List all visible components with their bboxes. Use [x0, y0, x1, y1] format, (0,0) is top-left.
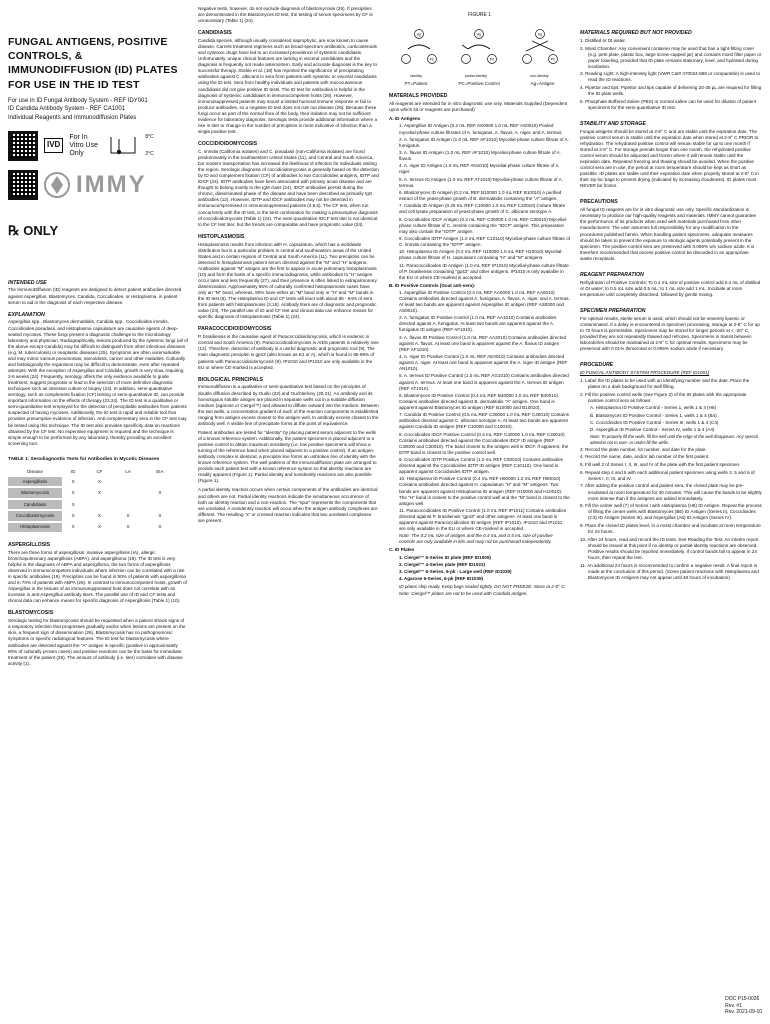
- table-caption: TABLE 1: Serodiagnostic Tests for Antibodies in Mycotic Diseases: [8, 456, 160, 462]
- well-label: Ag: [417, 32, 422, 37]
- control-item: 2. A. fumigatus ID Positive Control (1.0 mL REF AA1010) Contains antibodies directed against A. fumigatus. At least two bands are apparent against the A. fumigatus ID antigen (REF AF1010).: [399, 315, 557, 333]
- partial-identity-diagram: [457, 27, 501, 71]
- table-cell: [114, 477, 141, 487]
- table-row: [8, 487, 178, 498]
- required-item: 2. Moist Chamber: Any convenient container may be used that has a tight-fitting cover (e.g. petri plate, plastic box, large screw-capped jar) and contains moist filter paper or paper toweling, provided that ID plate remains stationary, level, and hydrated during incubation.: [580, 45, 762, 69]
- ref-line-2: ID Candida Antibody System - REF CA1001: [8, 106, 126, 113]
- procedure-step: 1. Label the ID plates to be used with an identifying number and the date. Place the plates on a dark background for well filling.: [580, 378, 750, 390]
- required-materials-heading: MATERIALS REQUIRED BUT NOT PROVIDED: [580, 30, 692, 36]
- column-2: [198, 0, 379, 1024]
- antigen-item: 2. A. fumigatus ID Antigen (1.0 mL REF AF1010) Mycelial-phase culture filtrate of A. fumigatus.: [399, 136, 569, 148]
- table-cell: X: [114, 510, 141, 521]
- explanation-text: Aspergillus spp., Blastomyces dermatitidis, Candida spp., Coccidioides immitis, Coccidioides posadasii, and Histoplasma capsulatum are causative agents of deep-seated mycoses. These fungi present a diagnostic challenge to the microbiology laboratory and physician. Radiographically, lesions produced by the systemic fungi (all of the above except Candida) may be difficult to distinguish from other infectious diseases (e.g. M. tuberculosis) or neoplastic diseases (25). Symptoms are often unremarkable and may mimic various pneumonias, sarcoidosis, cancer and other maladies. Culturally and histologically the organisms may be difficult to demonstrate, even after repeated attempts. With the exception of Aspergillus and Candida, growth is very slow, requiring 2-6 weeks (24). Frequently, serology offers the only evidence available to guide treatment, suggest prognosis or lead to the selection of more definitive diagnostic techniques such as intensive culture or biopsy (23). In addition, semi-quantitative serology, such as complement fixation (CF) testing or semi-quantitative ID, can provide important information on the effects of therapy (23,24). The ID test is a qualitative or semi-quantitative test employed for the detection of precipitable antibodies from patients suspected of having mycoses. Additionally, the ID test is rapid and reliable tool that provides presumptive evidence of infection. Anti-complementary sera in the CF test may be tested using this technique. The ID test also provides specificity data on reactions obtained by the CF test. No expensive equipment is required and the technique is simple enough to be performed by any laboratory, thereby providing an excellent screening tool.: [8, 319, 188, 446]
- qr-code-icon: [8, 170, 38, 200]
- plate-item: 2. Ciergel™ 4-Series plate (REF ID1022): [399, 561, 486, 567]
- temperature-limit-icon: [107, 133, 139, 159]
- well-label: PC: [429, 57, 435, 62]
- table-header: ID: [71, 469, 76, 475]
- table-header: Disease: [27, 469, 43, 475]
- well-label: Ag: [537, 32, 542, 37]
- intended-use-text: The ImmunoDiffusion (ID) reagents are designed to detect patient antibodies directed against Aspergillus, Blastomyces, Candida, Coccidioides, or Histoplasma, in patient serum to aid in the diagnosis of each respective disease.: [8, 287, 182, 305]
- procedure-step: 5. Fill well 2 of Series I, II, III, and IV of the plate with the first patient specimen.: [580, 462, 741, 468]
- rx-text: ONLY: [23, 223, 59, 239]
- control-item: 11. Paracoccidioides ID Positive Control (1.0 mL REF IP1011) Contains antibodies directed against P. brasiliensis "gp43" and other antigens. At least one band is apparent against Paracoccidioides ID antigen (REF IP1010). IP1010 and IP1011 are only available in the EU or where CE-marked is accepted.: [399, 507, 567, 532]
- table-cell: X: [62, 499, 84, 510]
- antigen-item: 9. Coccidioides IDTP Antigen (1.0 mL REF C10110) Mycelial-phase culture filtrate of C. immitis containing the "IDTP" antigen.: [399, 236, 570, 248]
- page-title: FUNGAL ANTIGENS, POSITIVE CONTROLS, & IMMUNODIFFUSION (ID) PLATES FOR USE IN THE ID TEST: [8, 36, 178, 91]
- table-cell: [114, 487, 141, 498]
- brand-name: IMMY: [76, 170, 147, 198]
- table-cell: X: [62, 487, 84, 498]
- plates-note: ID plates ship ready. Keep bags sealed tightly. DO NOT FREEZE. Store at 2-8° C.: [399, 583, 566, 589]
- panel-caption: non-identity: [529, 73, 549, 78]
- specimen-prep-heading: SPECIMEN PREPARATION: [580, 307, 646, 314]
- control-item: 7. Candida ID Positive Control (0.5 mL REF C30000 1.0 mL REF C40010) Contains antibodies directed against C. albicans serotype A. At least two bands are apparent against Candida ID antigen (REF C10000 and C10010).: [399, 412, 569, 430]
- well-label: Ag: [477, 32, 482, 37]
- precautions-heading: PRECAUTIONS: [580, 199, 618, 206]
- required-item: 4. Pipettor and tips: Pipettor and tips capable of delivering 20-35 µL are required for filling the ID plate wells.: [580, 85, 762, 97]
- temp-high: 8°C: [145, 133, 154, 140]
- legend-item: PT=Patient: [404, 81, 428, 87]
- table-row: [8, 522, 178, 533]
- storage-text: Fungal antigens should be stored at 2-8° C and are stable until the expiration date. The positive control serum is stable until the expiration date when stored at 2-8° C PRIOR to rehydration. The rehydrated positive control will remain stable for up to one month if stored at 2-8° C. For storage periods longer than one month, the rehydrated positive control serum should be aliquoted and frozen where it will remain stable until the expiration date. Repeated freezing and thawing should be avoided. When the positive control sera are in use, the period at room temperature should be kept as short as possible. ID plates are stable until their expiration date when properly stored at 2-8° C in their zip-loc bags to prevent drying (indicated by increasing cloudiness). ID plates must NEVER be frozen.: [580, 128, 759, 189]
- antigen-item: 6. Blastomyces ID Antigen (0.2 mL REF B10000 1.0 mL REF B10010) A purified extract of the yeast-phase growth of B. dermatitidis containing the "A" antigen.: [399, 190, 562, 202]
- non-identity-diagram: [518, 27, 562, 71]
- control-item: 8. Coccidioides IDCF Positive Control (0.4 mL REF C40000 1.0 mL REF C40010) Contains antibodies directed against the Coccidioides IDCF ID antigen (REF C30000 and C30010). The band closest to the antigen well is IDCF. If apparent, the IDTP band is closest to the positive control well.: [399, 431, 569, 455]
- procedure-step: 6. Repeat step 4 and 5 with each additional patient specimen using wells 3, 5 and 6 of Series I, II, III, and IV.: [580, 469, 755, 481]
- figure-panel-captions: [389, 74, 570, 79]
- panel-caption: partial identity: [464, 73, 487, 78]
- control-item: 9. Coccidioides IDTP Positive Control (1.0 mL REF C50010) Contains antibodies directed against the Coccidioides IDTP ID antigen (REF C10110). One band is apparent against Coccidioides IDTP antigen.: [399, 457, 563, 475]
- control-item: 10. Histoplasma ID Positive Control (0.4 mL REF H60000 1.0 mL REF H60010) Contains antibodies directed against H. capsulatum "H" and "M" antigens. Two bands are apparent against Histoplasma ID antigen (REF H10000 and H10010). The "H" band is closest to the positive control well and the "M" band is closest to the antigen well.: [399, 476, 570, 506]
- document-revision: [725, 996, 762, 1016]
- brand-logo: [8, 169, 188, 201]
- well-label: PC: [490, 57, 495, 62]
- para-heading: PARACOCCIDIOIDOMYCOSIS: [198, 326, 272, 333]
- controls-heading: B. ID Positive Controls (Goat anti-sera):: [389, 282, 476, 288]
- table-header: CF: [96, 469, 103, 475]
- figure-1: [389, 27, 570, 71]
- histo-text: Histoplasmosis results from infection with H. capsulatum, which has a worldwide distribution but is a particular problem in central and southeastern areas of the United States and in certain regions of Central and South America (11). Two precipitins can be detected in histoplasmosis patient serum directed against the "M" and "H" antigens. Antibodies against "M" antigen are the first to appear in acute pulmonary histoplasmosis (10) and form the basis of a specific immunodiagnosis, while antibodies to "H" antigen occur later and less frequently (27), and their presence is often linked to extrapulmonary dissemination. Approximately 65% of culturally confirmed histoplasmosis cases have only an "M" band, whereas, 90% have either an "M" band only or "H" and "M" bands in the ID test (6). The Histoplasma ID and CF tests will react with about 85 - 94% of sera from patients with histoplasmosis (3,16). Antibody titers are of diagnostic and prognostic value (24). The parallel use of ID and CF test and clinical data can enhance means for specific diagnosis of histoplasmosis (Table 1) (24).: [198, 241, 377, 320]
- antigen-item: 1. Aspergillus ID Antigen (0.2 mL REF AS0000 1.0 mL REF AS0010) Pooled mycelial-phase culture filtrates of A. fumigatus, A. flavus, A. niger, and A. terreus.: [399, 123, 563, 135]
- table-cell: X: [114, 522, 141, 533]
- bio-heading: BIOLOGICAL PRINCIPALS: [198, 376, 263, 383]
- bio-text-1: Immunodiffusion is a qualitative or semi-quantitative test based on the principles of double diffusion described by Oudin (22) and Ouchterlony (20,21). An antibody and its homologous soluble antigen are placed in separate wells cut in a suitable diffusion medium (agarose or Ciergel™) and allowed to diffuse outward into the medium. Between the two wells, a concentration gradient of each of the reaction components is established ranging from antigen excess closest to the antigen well, to antibody excess closest to the antibody well. A visible line of precipitate forms at the point of equivalence.: [198, 384, 379, 426]
- table-row: [8, 477, 178, 487]
- aspergillosis-heading: ASPERGILLOSIS: [8, 541, 51, 548]
- legend-item: Ag=Antigen: [530, 81, 555, 87]
- plate-item: 1. Ciergel™ 6-Series ID plate (REF ID1009): [399, 554, 491, 560]
- specimen-prep-text: For optimal results, sterile serum is used, which should not be severely lipemic or contaminated. If a delay is encountered in specimen processing, storage at 2-8° C for up to 72 hours is permissible. Specimens may be stored for longer periods at < -20° C, provided they are not repeatedly thawed and refrozen. Specimens in transit between laboratories should be maintained at 2-8° C for optimal results. Specimens may be preserved with 0.01% thimerosal or 0.095% sodium azide if necessary.: [580, 315, 760, 352]
- aspergillosis-text: There are three forms of aspergillosis: invasive aspergillosis (IA), allergic bronchopulmonary aspergillosis (ABPA), and aspergilloma (19). The ID test is very helpful in the diagnosis of ABPA and aspergilloma, the two forms of aspergillosis observed in immunocompetent individuals where infection can be correlated with a rise in specific antibodies (19). Precipitins can be found in 90% of patients with aspergilloma and in 70% of patients with ABPA (26). In contrast to immunocompetent hosts, growth of Aspergillus in the tissues of an immunosuppressed host does not correlate with an increase in anti-Aspergillus antibody titers. The parallel use of ID and CF tests and clinical data can enhance means for specific diagnosis of Aspergillosis (Table 1) (10).: [8, 549, 187, 604]
- ivd-text: For In Vitro Use Only: [69, 134, 99, 157]
- table-cell: Candidiasis: [8, 499, 62, 510]
- temp-low: 2°C: [145, 151, 154, 158]
- table-cell: Histoplasmosis: [8, 522, 62, 533]
- explanation-heading: EXPLANATION: [8, 311, 45, 318]
- intended-use-heading: INTENDED USE: [8, 279, 47, 286]
- table-cell: X: [62, 510, 84, 521]
- table-cell: [114, 499, 141, 510]
- materials-note: All reagents are intended for in vitro diagnostic use only. Materials Supplied (Dependent upon which kit or reagents are purchased): [389, 101, 568, 113]
- reagent-prep-text: Rehydration of Positive Controls: To 0.4 mL size of positive control add 0.4 mL of distilled or DI water; to 0.5 mL size add 0.5 mL; to 1 mL size add 1 mL. Incubate at room temperature until completely dissolved, followed by gentle mixing.: [580, 279, 761, 297]
- table-cell: [84, 499, 114, 510]
- antigen-item: 5. A. terreus ID Antigen (1.0 mL REF AT1010) Mycelial-phase culture filtrate of A. terreus.: [399, 176, 563, 188]
- required-item: 1. Distilled or DI water.: [580, 37, 626, 43]
- column-3: [389, 0, 570, 1024]
- doc-date: Rev. 2021-09-10: [725, 1009, 762, 1016]
- procedure-step: 2. Fill the positive control wells (See Figure 2) of the ID plates with the appropriate positive control sera as follows:: [580, 391, 747, 403]
- table-cell: [142, 477, 178, 487]
- table-cell: Coccidioidomycosis: [8, 510, 62, 521]
- bio-text-3: A partial identity reaction occurs when certain components of the antibodies are identical and others are not. Partial identity reactions indicate the simultaneous occurrence of both an identity reaction and a non-reaction. The "spur" represents the components that are unrelated. A nonidentity reaction will occur when the antigen antibody complexes are different. The resulting "x" or crossed reaction indicates that two unrelated complexes are present.: [198, 487, 378, 523]
- table-cell: X: [62, 477, 84, 487]
- serodiagnostic-table: [8, 467, 178, 534]
- procedure-substep: A. Histoplasma ID Positive Control - Series 1, wells 1 & 4 (H6): [590, 405, 717, 411]
- figure-title: FIGURE 1: [467, 12, 492, 18]
- figure-legend: [389, 81, 570, 87]
- ref-line-1: For use in ID Fungal Antibody System - REF IDY001: [8, 97, 148, 104]
- blasto-continued-text: Negative tests, however, do not exclude diagnosis of blastomycosis (26). If precipitins are demonstrated in the Blastomyces ID test, the testing of serum specimens by CF is unnecessary (Table 1) (24).: [198, 6, 373, 24]
- antigen-item: 3. A. flavus ID Antigen (1.0 mL REF AF1010) Mycelial-phase culture filtrate of A. flavus.: [399, 150, 561, 162]
- table-cell: X: [84, 477, 114, 487]
- table-row: [8, 499, 178, 510]
- reagent-prep-heading: REAGENT PREPARATION: [580, 271, 644, 278]
- table-cell: [142, 499, 178, 510]
- doc-number: DOC P15-0026: [725, 996, 760, 1003]
- control-item: 6. Blastomyces ID Positive Control (0.4 mL REF B40000 1.0 mL REF B40010) Contains antibodies directed against B. dermatitidis "A" antigen. One band is apparent against Blastomyces ID antigen (REF B10000 and B10010).: [399, 392, 558, 410]
- qr-code-icon: [8, 131, 38, 161]
- candidiasis-heading: CANDIDIASIS: [198, 30, 232, 37]
- column-1: [8, 0, 188, 1024]
- procedure-subheading: ID FUNGAL ANTIBODY SYSTEM PROCEDURE (REF ID1001): [580, 369, 710, 375]
- table-cell: Blastomycosis: [8, 487, 62, 498]
- precautions-text: All fungal ID reagents are for in vitro diagnostic use only. Specific standardization is necessary to produce our high-quality reagents and materials. IMMY cannot guarantee the performance of its products when used with materials purchased from other manufacturers. The user assumes full responsibility for any modification to the procedures published herein. When handling patient specimens, adequate measures should be taken to prevent the exposure to etiologic agents potentially present in the specimen. The positive control sera are preserved with 0.095% w/v sodium azide. It is therefore recommended that excess positive control be discarded in an appropriate waste receptacle.: [580, 207, 757, 261]
- procedure-step: 11. An additional 24 hours is recommended to confirm a negative result. A final report is made at the conclusion of this period. (Some patient reactions with Histoplasma and Blastomyces ID Antigens may not appear until 48 hours of incubation).: [580, 562, 759, 580]
- procedure-step: 10. After 24 hours, read and record the ID tests. See Reading the Test. An interim report should be issued at this point if no identity or partial-identity reactions are observed. Positive results should be reported immediately. If control bands fail to appear in 24 hours, then repeat the test.: [580, 536, 759, 560]
- antigen-item: 7. Candida ID Antigen (0.25 mL REF C10000 1.0 mL REF C10010) Culture filtrate and cell lysate preparation of yeast-phase growth of C. albicans serotype A.: [399, 203, 566, 215]
- procedure-step: 9. Place the closed ID plates level, in a moist chamber and incubate at room temperature for 24 hours.: [580, 523, 761, 535]
- antigen-item: 8. Coccidioides IDCF Antigen (0.2 mL REF C30000 1.0 mL REF C30010) Mycelial-phase culture filtrate of C. immitis containing the "IDCF" antigen. This preparation may also contain the "IDTP" antigen.: [399, 216, 568, 234]
- procedure-step: 8. Fill the center well (7) of Series I with Histoplasma (H6) ID Antigen. Repeat the process of filling the center wells with Blastomyces (B6) ID Antigen (Series II), Coccidioides (C3) ID Antigen (Series III), and Aspergillus (A6) ID Antigen (Series IV).: [580, 503, 762, 521]
- table-cell: X: [84, 487, 114, 498]
- antigen-item: 11. Paracoccidioides ID Antigen (1.0 mL REF IP1010) Mycelial-phase culture filtrate of P. brasiliensis containing "gp43" and other antigens. IP1010 is only available in the EU or where CE-marked is accepted.: [399, 262, 569, 280]
- plate-item: 4. Agarose 6-Series, 6-pk (REF ID1039): [399, 576, 484, 582]
- blastomycosis-heading: BLASTOMYCOSIS: [8, 610, 54, 617]
- symbol-row: [8, 131, 188, 161]
- procedure-substep: B. Blastomyces ID Positive Control - Series 1, wells 1 & 4 (B4): [590, 412, 717, 418]
- plate-item: 3. Ciergel™ 6-Series, 6-pk - Large well (REF ID1029): [399, 569, 512, 574]
- table-row: [8, 510, 178, 521]
- table-cell: X: [84, 510, 114, 521]
- column-4: [580, 0, 762, 1024]
- ivd-symbol: IVD: [44, 138, 63, 153]
- immy-logo-icon: [43, 171, 71, 199]
- candidiasis-text: Candida species, although usually considered saprophytic, are now known to cause disease. Current treatment regimens such as broad-spectrum antibiotics, corticosteroids and cytotoxic drugs have led to an increased prevalence of systemic candidiasis. Unfortunately, unique clinical features are lacking in visceral candidiasis and the diagnosis is frequently not made antemortem. Early and accurate diagnosis is the key to successful therapy. Stickle et al. (18) has reported the significance of precipitating antibodies against C. albicans in sera from patients with systemic or visceral candidiasis using the ID test. Sera from healthy individuals and patients with mucocutaneous candidiasis did not give positive ID tests. The ID test for antibodies is helpful in the diagnosis of systemic candidiasis in immunocompetent hosts (26). However, immunosuppressed patients may mount a limited humoral immune response or fail to produce antibodies, so a negative ID test does not rule out disease (26). Because these fungi occur as part of the normal flora of the body, their isolation may not be sufficient evidence for laboratory diagnosis. Serologic tests provide additional information where a rise in titer or change in the number of precipitins is more indicative of infection than a single positive test.: [198, 38, 378, 134]
- table-cell: X: [84, 522, 114, 533]
- control-item: 3. A. flavus ID Positive Control (1.0 mL REF AA2010) Contains antibodies directed against A. flavus. At least one band is apparent against the A. flavus ID antigen (REF AF1010).: [399, 334, 567, 352]
- panel-caption: identity: [410, 73, 422, 78]
- storage-heading: STABILITY AND STORAGE: [580, 120, 646, 127]
- plates-note-2: Note: Ciergel™ plates are not to be used with Candida antigen.: [399, 590, 528, 596]
- ref-line-3: Individual Reagents and Immunodiffusion Plates: [8, 115, 137, 122]
- table-cell: X: [142, 522, 178, 533]
- bio-text-2: Patient antibodies are tested for "identity" by placing patient serum adjacent to the wells of a known reference system. Additionally, the patient specimen is placed adjacent to a positive control to obtain maximum sensitivity (i.e. low positive specimens will show a turning of the reference band when placed adjacent to a positive control). If an antigen-antibody complex is identical, a precipitin line forms an unbroken line of identity with the known reference system. The well patterns of the immunodiffusion plate are arranged to provide each patient test with a known reference system so that identity reactions are readily apparent (Figure 1). Partial identity and nonidentity reactions are also possible (Figure 1).: [198, 429, 377, 484]
- table-header: EIA: [156, 469, 164, 475]
- antigen-item: 4. A. niger ID Antigen (1.0 mL REF AN1010) Mycelial-phase culture filtrate of A. niger.: [399, 163, 560, 175]
- control-item: 1. Aspergillus ID Positive Control (0.4 mL REF AA0000 1.0 mL REF AA0010) Contains antibodies directed against A. fumigatus, A. flavus, A. niger, and A. terreus. At least two bands are apparent against Aspergillus ID antigen (REF AS0000 and AS0010).: [399, 289, 570, 314]
- procedure-step: 3. Record the plate number, lot number, and date for the plate.: [580, 446, 707, 452]
- well-label: PC: [550, 57, 556, 62]
- para-text: P. brasiliensis is the causative agent of Paracoccidioidomycosis, which is endemic in Central and South America (9). Paracoccidioidomycosis in AIDS patients is relatively rare (12). Therefore, detection of antibody is a useful diagnostic and prognostic tool (9). The main diagnostic precipitin is gp43 (also known as E2 or A), which is found in 95-98% of patients with Paracoccidioidomycosis (9). IP1010 and IP1010 are only available in the EU or where CE-marked is accepted.: [198, 334, 379, 370]
- procedure-note: Note: To properly fill the wells, fill the well until the edge of the well disappears. Any special attention not to over- or under-fill the wells.: [590, 434, 758, 446]
- table-cell: X: [142, 510, 178, 521]
- table-header-row: [8, 467, 178, 477]
- required-item: 3. Reading Light: A high-intensity light (VWR Cat# 470024-598 or comparable) is used to read the ID reactions.: [580, 71, 761, 83]
- doc-rev: Rev. #1: [725, 1002, 742, 1009]
- table-cell: X: [62, 522, 84, 533]
- cocci-text: C. immitis (California isolates) and C. posadasii (non-California isolates) are found predominately in the southwestern United States (11), and Central and South America, but modern transportation has increased the likelihood of infection for individuals visiting the region. Serologic diagnosis of coccidioidomycosis is generally based on the detection by ID and complement fixation (CF) of antibodies to two Coccidioides antigens, IDTP and IDCF (24). IDTP antibodies have been associated with primary acute disease and are thought to belong mostly to the IgM class (24). IDCF antibodies persist during the chronic, disseminated phase of the disease and have been described as primarily IgG antibodies (12). However, IDTP and IDCF antibodies may not be detected in immunocompromised or immunosuppressed patients (4,5,6). The CF test, when run concurrently with the ID test, is the best combination for making a presumptive diagnosis of coccidioidomycosis (Table 1) (24). The semi-quantitative IDCF test titer is not identical to the CF test titer, but the trends are comparable and have prognostic value (24).: [198, 148, 379, 227]
- plates-heading: C. ID Plates: [389, 547, 415, 553]
- materials-heading: MATERIALS PROVIDED: [389, 93, 448, 100]
- control-item: 5. A. terreus ID Positive Control (1.0 mL REF AG1010) Contains antibodies directed against A. terreus. At least one band is apparent against the A. terreus ID antigen (REF AT1010).: [399, 373, 569, 391]
- table-cell: Aspergillosis: [8, 477, 62, 487]
- procedure-step: 7. After adding the positive control and patient sera, the closed plate may be pre-incubated at room temperature for 30 minutes. This will cause the bands to be slightly more intense than if the antigens are added immediately.: [580, 483, 762, 501]
- control-item: 4. A. niger ID Positive Control (1.0 mL REF AE3010) Contains antibodies directed against A. niger. At least one band is apparent against the A. niger ID antigen (REF AN1010).: [399, 354, 568, 372]
- antigen-item: 10. Histoplasma ID Antigen (0.2 mL REF H10000 1.0 mL REF H10010) Mycelial-phase culture filtrate of H. capsulatum containing "H" and "M" antigens.: [399, 249, 563, 261]
- histo-heading: HISTOPLASMOSIS: [198, 233, 245, 240]
- rx-only: ℞ ONLY: [8, 223, 59, 239]
- identity-diagram: [397, 27, 441, 71]
- legend-item: PC=Positive Control: [458, 81, 500, 87]
- antigens-heading: A. ID Antigens: [389, 116, 421, 122]
- procedure-step: 4. Record the name, date, and/or lab number of the first patient.: [580, 454, 710, 460]
- procedure-substep: C. Coccidioides ID Positive Control - Series III, wells 1 & 4 (C4): [590, 419, 719, 425]
- procedure-substep: D. Aspergillus ID Positive Control - Series IV, wells 1 & 4 (A4): [590, 427, 715, 433]
- cocci-heading: COCCIDIOIDOMYCOSIS: [198, 141, 258, 148]
- blastomycosis-text: Serologic testing for blastomycosis should be requested when a patient shows signs of a respiratory infection that progresses gradually and/or when lesions are present on the skin, a frequent sign of dissemination (26). Blastomycosis has no pathognomonic symptoms or specific radiological features. The ID test for blastomycosis where antibodies are detected against the "A" antigen is specific (positive in approximately 80% of culturally proven cases) and positive reactions can be the basis for immediate treatment of the patient (26). The amount of antibody (i.e. titer) correlates with disease activity (1).: [8, 618, 186, 666]
- procedure-heading: PROCEDURE: [580, 362, 614, 369]
- table-cell: X: [142, 487, 178, 498]
- product-refs: [8, 97, 188, 123]
- required-item: 5. Phosphate Buffered Saline (PBS) or normal saline can be used for dilution of patient specimens for the semi-quantitative ID test.: [580, 98, 757, 110]
- table-header: LA: [125, 469, 131, 475]
- size-note: Note: The 0.2 mL size of antigen and the 0.4 mL and 0.5 mL size of positive controls are only available in kits and may not be purchased independently.: [399, 533, 553, 545]
